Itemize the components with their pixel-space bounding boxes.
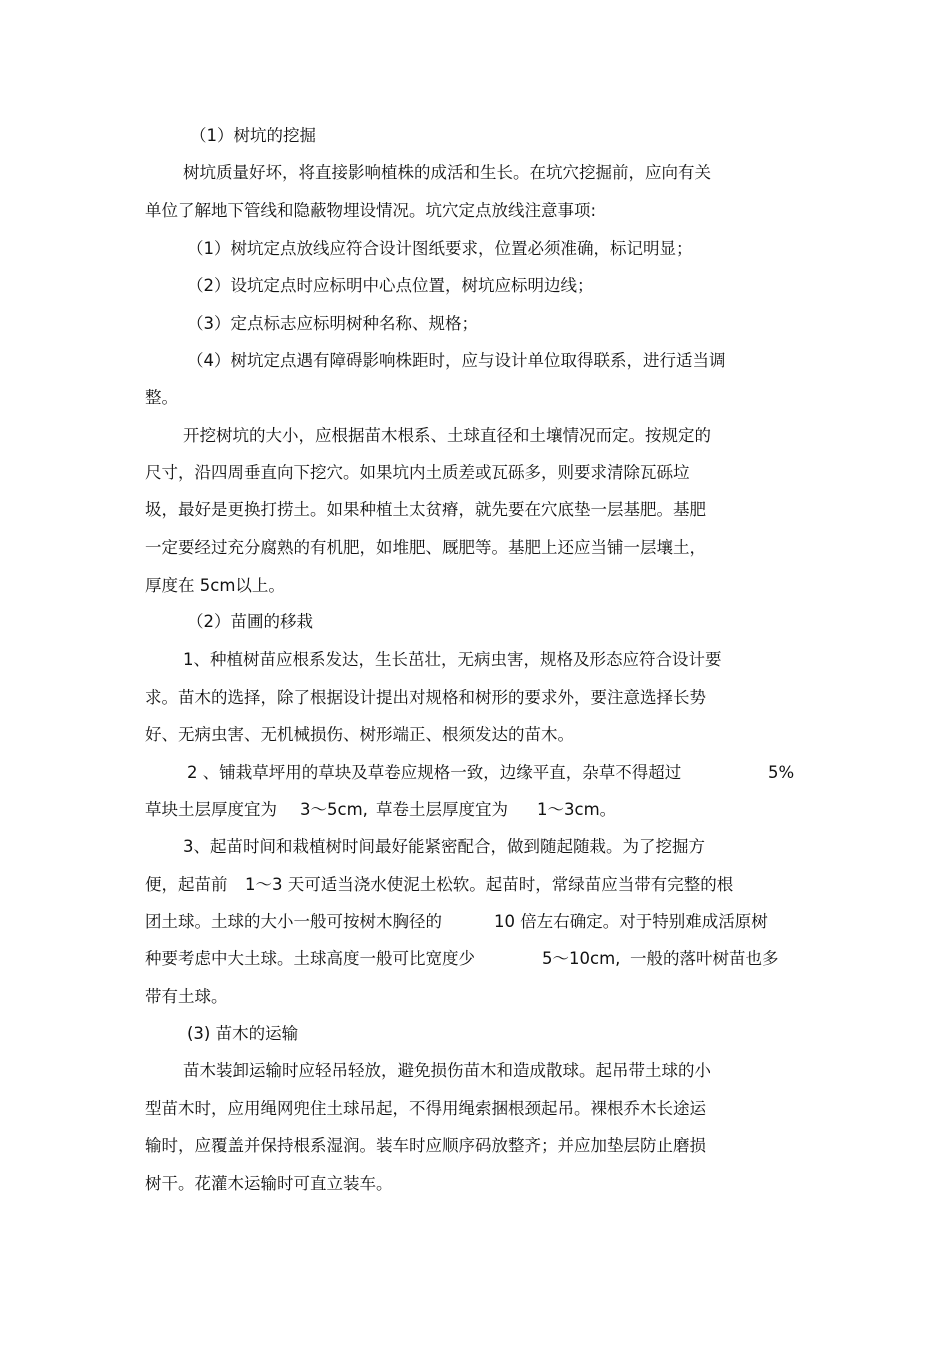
paragraph-value: 3～5cm,: [300, 800, 368, 819]
paragraph-line: 圾，最好是更换打捞土。如果种植土太贫瘠，就先要在穴底垫一层基肥。基肥: [145, 500, 706, 519]
paragraph-line: 10 倍左右确定。对于特别难成活原树: [494, 912, 768, 931]
section-heading-tree-pit: （1）树坑的挖掘: [190, 126, 316, 145]
paragraph-line: 便，起苗前: [145, 875, 228, 894]
paragraph-line: 输时，应覆盖并保持根系湿润。装车时应顺序码放整齐；并应加垫层防止磨损: [145, 1136, 706, 1155]
section-heading-nursery-transplant: （2）苗圃的移栽: [187, 612, 313, 631]
paragraph-line: 1、种植树苗应根系发达，生长茁壮，无病虫害，规格及形态应符合设计要: [183, 650, 722, 669]
paragraph-line: 求。苗木的选择，除了根据设计提出对规格和树形的要求外，要注意选择长势: [145, 688, 706, 707]
paragraph-value: 5～10cm,: [542, 949, 621, 968]
paragraph-line: 树坑质量好坏，将直接影响植株的成活和生长。在坑穴挖掘前，应向有关: [183, 163, 711, 182]
paragraph-line: 种要考虑中大土球。土球高度一般可比宽度少: [145, 949, 475, 968]
paragraph-line: 型苗木时，应用绳网兜住土球吊起，不得用绳索捆根颈起吊。裸根乔木长途运: [145, 1099, 706, 1118]
list-item: （1）树坑定点放线应符合设计图纸要求，位置必须准确，标记明显；: [187, 239, 693, 258]
paragraph-line: 2 、铺栽草坪用的草块及草卷应规格一致，边缘平直，杂草不得超过: [187, 763, 682, 782]
paragraph-value: 5%: [768, 763, 795, 782]
paragraph-line: 厚度在 5cm以上。: [145, 576, 285, 595]
paragraph-line: 尺寸，沿四周垂直向下挖穴。如果坑内土质差或瓦砾多，则要求清除瓦砾垃: [145, 463, 690, 482]
list-item: （2）设坑定点时应标明中心点位置，树坑应标明边线；: [187, 276, 594, 295]
paragraph-line: 一定要经过充分腐熟的有机肥，如堆肥、厩肥等。基肥上还应当铺一层壤土，: [145, 538, 706, 557]
paragraph-line: 草卷土层厚度宜为: [376, 800, 508, 819]
section-heading-transport: (3) 苗木的运输: [187, 1024, 299, 1043]
paragraph-line: 草块土层厚度宜为: [145, 800, 277, 819]
list-item: （3）定点标志应标明树种名称、规格；: [187, 314, 478, 333]
paragraph-line: 树干。花灌木运输时可直立装车。: [145, 1174, 393, 1193]
paragraph-line: 1～3 天可适当浇水使泥土松软。起苗时，常绿苗应当带有完整的根: [245, 875, 734, 894]
paragraph-value: 1～3cm。: [537, 800, 617, 819]
list-item-continuation: 整。: [145, 388, 178, 407]
paragraph-line: 一般的落叶树苗也多: [630, 949, 779, 968]
paragraph-line: 开挖树坑的大小，应根据苗木根系、土球直径和土壤情况而定。按规定的: [183, 426, 711, 445]
paragraph-line: 3、起苗时间和栽植树时间最好能紧密配合，做到随起随栽。为了挖掘方: [183, 837, 705, 856]
paragraph-line: 单位了解地下管线和隐蔽物埋设情况。坑穴定点放线注意事项:: [145, 201, 597, 220]
paragraph-line: 带有土球。: [145, 987, 228, 1006]
paragraph-line: 团土球。土球的大小一般可按树木胸径的: [145, 912, 442, 931]
paragraph-line: 苗木装卸运输时应轻吊轻放，避免损伤苗木和造成散球。起吊带土球的小: [183, 1061, 711, 1080]
list-item: （4）树坑定点遇有障碍影响株距时，应与设计单位取得联系，进行适当调: [187, 351, 726, 370]
paragraph-line: 好、无病虫害、无机械损伤、树形端正、根须发达的苗木。: [145, 725, 574, 744]
